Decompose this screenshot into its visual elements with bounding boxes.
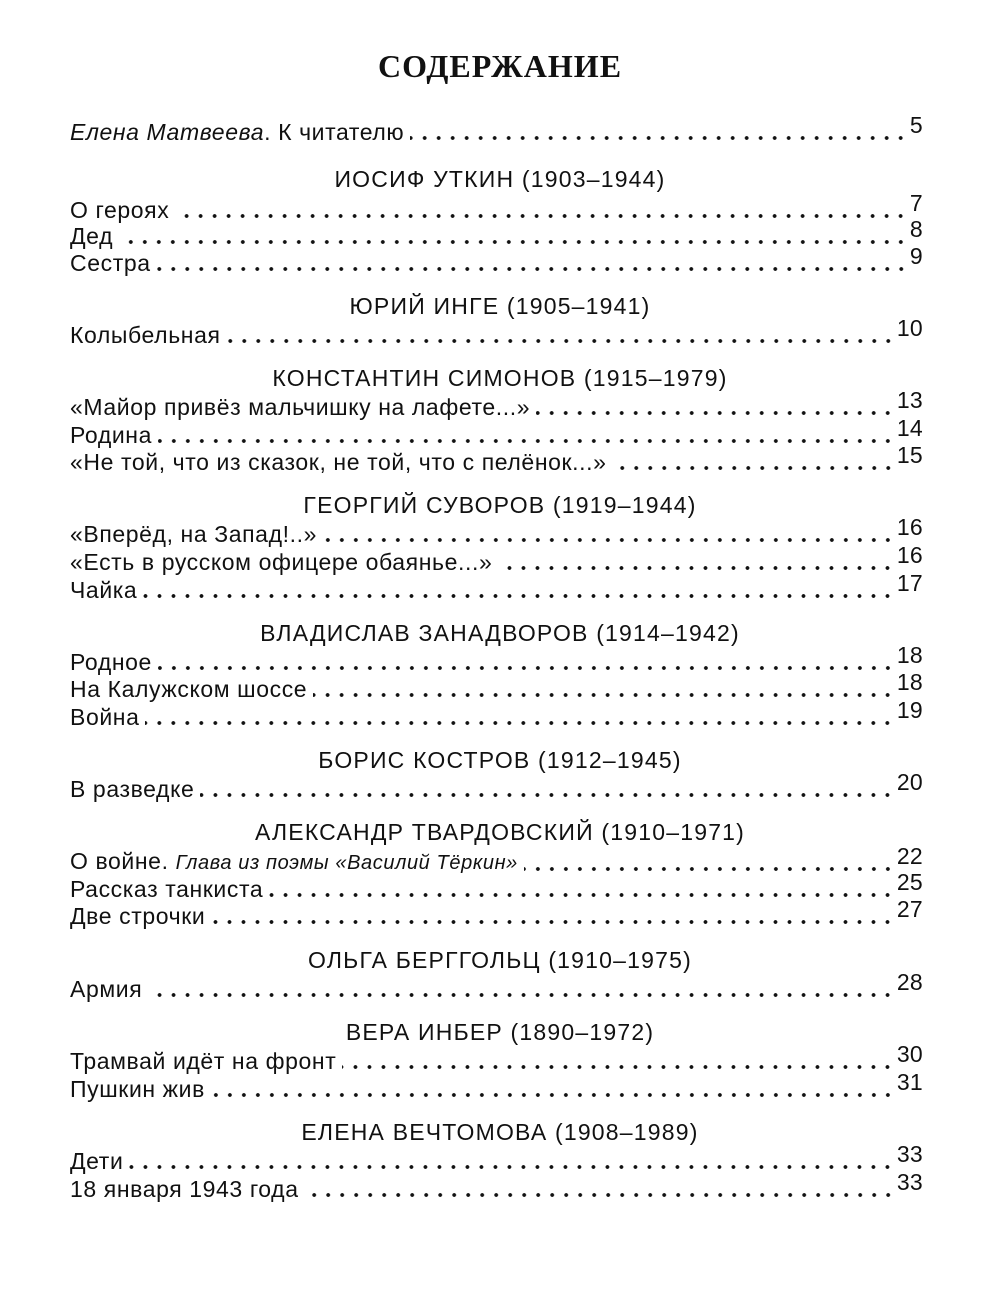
toc-page-number: 16: [896, 514, 923, 540]
toc-page-number: 17: [896, 570, 923, 596]
toc-entry: [70, 896, 923, 930]
toc-entry: [70, 1169, 923, 1203]
toc-page-number: 19: [896, 697, 923, 723]
dot-leader: [175, 214, 908, 218]
toc-page-number: 7: [909, 190, 923, 216]
toc-entry: [70, 442, 923, 476]
intro-author: Елена Матвеева: [70, 119, 265, 145]
toc-entry-title: На Калужском шоссе: [70, 676, 308, 702]
toc-entry: [70, 216, 923, 250]
toc-entry: [70, 1141, 923, 1175]
dot-leader: [157, 267, 908, 271]
dot-leader: [211, 1093, 895, 1097]
author-heading: ИОСИФ УТКИН (1903–1944): [334, 166, 666, 192]
toc-entry: [70, 570, 923, 604]
toc-entry: [70, 243, 923, 277]
author-heading: БОРИС КОСТРОВ (1912–1945): [318, 747, 682, 773]
toc-entry-title: Дети: [70, 1148, 124, 1174]
author-heading: ВЕРА ИНБЕР (1890–1972): [345, 1019, 655, 1045]
toc-entry-subtitle: Глава из поэмы «Василий Тёркин»: [175, 852, 518, 874]
toc-entry-title: Родное: [70, 649, 152, 675]
toc-entry-title: «Вперёд, на Запад!..»: [70, 521, 317, 547]
toc-entry-title: Колыбельная: [70, 322, 221, 348]
toc-entry-title: Сестра: [70, 250, 151, 276]
author-heading: ГЕОРГИЙ СУВОРОВ (1919–1944): [303, 492, 697, 518]
dot-leader: [143, 594, 894, 598]
toc-entry-intro: [70, 112, 923, 146]
toc-page-number: 5: [909, 112, 923, 138]
dot-leader: [148, 993, 895, 997]
dot-leader: [498, 566, 894, 570]
toc-entry: [70, 642, 923, 676]
page-title: СОДЕРЖАНИЕ: [377, 48, 623, 84]
toc-entry: [70, 387, 923, 421]
toc-entry-title: Две строчки: [70, 903, 206, 929]
toc-entry-title: Родина: [70, 422, 152, 448]
toc-entry-title: Война: [70, 704, 140, 730]
toc-entry: [70, 1041, 923, 1075]
toc-page-number: 25: [896, 869, 923, 895]
toc-entry-title: «Есть в русском офицере обаянье...»: [70, 549, 493, 575]
toc-entry-title: «Не той, что из сказок, не той, что с пелёнок...»: [70, 449, 607, 475]
toc-page-number: 14: [896, 415, 923, 441]
toc-entry-main-title: О войне.: [70, 848, 169, 874]
dot-leader: [269, 893, 895, 897]
dot-leader: [200, 793, 894, 797]
toc-entry-title: О героях: [70, 197, 170, 223]
toc-page-number: 33: [896, 1141, 923, 1167]
dot-leader: [305, 1193, 895, 1197]
toc-page-number: 27: [896, 896, 923, 922]
toc-entry: [70, 415, 923, 449]
dot-leader: [313, 693, 895, 697]
dot-leader: [119, 240, 908, 244]
toc-page-number: 18: [896, 669, 923, 695]
toc-entry: [70, 697, 923, 731]
toc-entry-title: 18 января 1943 года: [70, 1176, 299, 1202]
toc-entry: [70, 1069, 923, 1103]
toc-entry-title: Трамвай идёт на фронт: [70, 1048, 337, 1074]
toc-page-number: 18: [896, 642, 923, 668]
author-heading: ЮРИЙ ИНГЕ (1905–1941): [349, 293, 651, 319]
dot-leader: [158, 439, 895, 443]
toc-entry: [70, 869, 923, 903]
dot-leader: [129, 1165, 894, 1169]
toc-entry: [70, 542, 923, 576]
toc-page-number: 15: [896, 442, 923, 468]
author-heading: ВЛАДИСЛАВ ЗАНАДВОРОВ (1914–1942): [260, 620, 740, 646]
toc-entry: [70, 843, 923, 877]
toc-entry-title: Рассказ танкиста: [70, 876, 264, 902]
intro-title: К читателю: [278, 119, 405, 145]
toc-entry-title: [70, 118, 404, 146]
toc-entry: [70, 969, 923, 1003]
toc-entry: [70, 190, 923, 224]
toc-page-number: 8: [909, 216, 923, 242]
toc-page-number: 33: [896, 1169, 923, 1195]
dot-leader: [613, 466, 895, 470]
author-heading: ОЛЬГА БЕРГГОЛЬЦ (1910–1975): [308, 947, 692, 973]
author-heading: КОНСТАНТИН СИМОНОВ (1915–1979): [272, 365, 728, 391]
toc-entry-title: [70, 847, 518, 877]
toc-page-number: 31: [896, 1069, 923, 1095]
intro-separator: .: [264, 119, 279, 145]
toc-page-number: 9: [909, 243, 923, 269]
dot-leader: [342, 1065, 894, 1069]
dot-leader: [410, 136, 908, 140]
toc-page-number: 20: [896, 769, 923, 795]
dot-leader: [211, 920, 894, 924]
toc-entry: [70, 315, 923, 349]
dot-leader: [227, 339, 895, 343]
dot-leader: [323, 538, 895, 542]
dot-leader: [145, 721, 894, 725]
toc-entry: [70, 669, 923, 703]
toc-entry: [70, 769, 923, 803]
dot-leader: [524, 867, 895, 871]
toc-entry: [70, 514, 923, 548]
dot-leader: [158, 666, 895, 670]
toc-page-number: 10: [896, 315, 923, 341]
dot-leader: [536, 411, 895, 415]
toc-page-number: 28: [896, 969, 923, 995]
toc-entry-title: Чайка: [70, 577, 138, 603]
toc-entry-title: «Майор привёз мальчишку на лафете...»: [70, 394, 531, 420]
toc-page-number: 13: [896, 387, 923, 413]
author-heading: АЛЕКСАНДР ТВАРДОВСКИЙ (1910–1971): [254, 819, 746, 845]
toc-page-number: 22: [896, 843, 923, 869]
toc-entry-title: Армия: [70, 976, 143, 1002]
toc-entry-title: Дед: [70, 223, 114, 249]
toc-entry-title: Пушкин жив: [70, 1076, 205, 1102]
toc-page-number: 16: [896, 542, 923, 568]
toc-entry-title: В разведке: [70, 776, 195, 802]
toc-page-number: 30: [896, 1041, 923, 1067]
author-heading: ЕЛЕНА ВЕЧТОМОВА (1908–1989): [301, 1119, 699, 1145]
